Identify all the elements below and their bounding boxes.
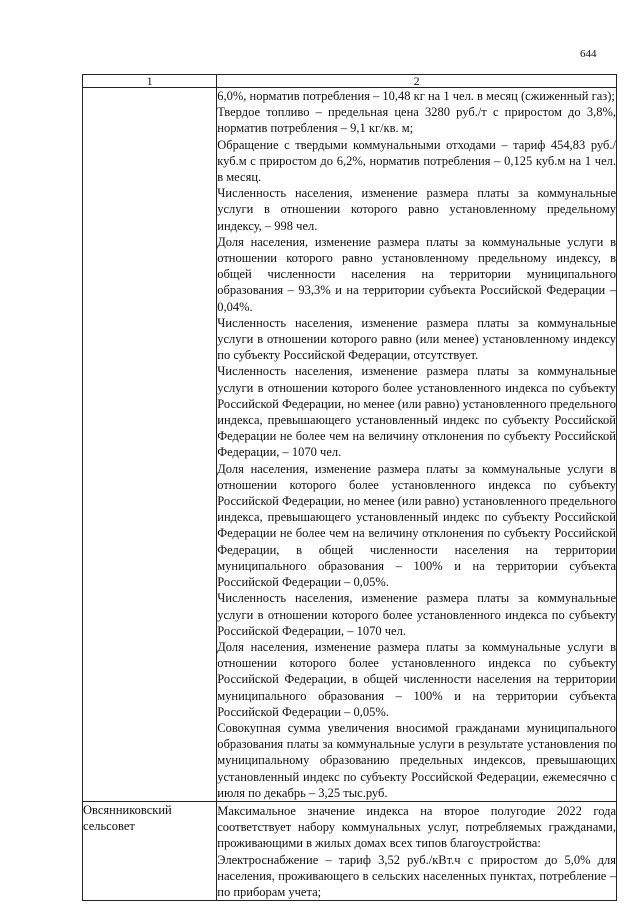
- paragraph: Доля населения, изменение размера платы за коммунальные услуги в отношении которого равно установленному предельному индексу, в общей численности населения на территории муниципального образования – 93,3% и на территории субъекта Российской Федерации – 0,04%.: [217, 234, 616, 314]
- municipality-cell: [83, 88, 217, 802]
- paragraph: Численность населения, изменение размера платы за коммунальные услуги в отношении которого более установленного индекса по субъекту Российской Федерации, – 1070 чел.: [217, 591, 616, 638]
- paragraph: Доля населения, изменение размера платы за коммунальные услуги в отношении которого более установленного индекса по субъекту Российской Федерации, но менее (или равно) установленного предельного индекса, превышающего установленный индекс по субъекту Российской Федерации не более чем на величину отклонения по субъекту Российской Федерации, в общей численности населения на территории муниципального образования – 100% и на территории субъекта Российской Федерации – 0,05%.: [217, 461, 616, 590]
- paragraph: Совокупная сумма увеличения вносимой гражданами муниципального образования платы за коммунальные услуги в результате установления по муниципальному образованию предельных индексов, превышающих установленный индекс по субъекту Российской Федерации, ежемесячно с июля по декабрь – 3,25 тыс.руб.: [217, 720, 616, 800]
- document-table: [82, 74, 617, 901]
- page-number: 644: [580, 48, 597, 60]
- table-row: [83, 88, 617, 802]
- description-cell: [217, 88, 617, 802]
- paragraph: Численность населения, изменение размера платы за коммунальные услуги в отношении которого более установленного индекса по субъекту Российской Федерации, но менее (или равно) установленного предельного индекса, превышающего установленный индекс по субъекту Российской Федерации не более чем на величину отклонения по субъекту Российской Федерации, – 1070 чел.: [217, 364, 616, 460]
- table-header-row: [83, 75, 617, 88]
- header-cell-2: 2: [217, 75, 617, 88]
- header-cell-1: 1: [83, 75, 217, 88]
- paragraph: Доля населения, изменение размера платы за коммунальные услуги в отношении которого более установленного индекса по субъекту Российской Федерации, в общей численности населения на территории муниципального образования – 100% и на территории субъекта Российской Федерации – 0,05%.: [217, 639, 616, 719]
- paragraph: Твердое топливо – предельная цена 3280 руб./т с приростом до 3,8%, норматив потребления – 9,1 кг/кв. м;: [217, 105, 616, 136]
- paragraph: 6,0%, норматив потребления – 10,48 кг на 1 чел. в месяц (сжиженный газ);: [217, 89, 615, 103]
- paragraph: Численность населения, изменение размера платы за коммунальные услуги в отношении которого равно установленному предельному индексу, – 998 чел.: [217, 186, 616, 233]
- municipality-cell: Овсянниковский сельсовет: [83, 801, 217, 900]
- table-row: [83, 801, 617, 900]
- paragraph: Максимальное значение индекса на второе полугодие 2022 года соответствует набору коммунальных услуг, потребляемых гражданами, проживающими в жилых домах всех типов благоустройства:: [217, 803, 616, 851]
- paragraph: Обращение с твердыми коммунальными отходами – тариф 454,83 руб./куб.м с приростом до 6,2%, норматив потребления – 0,125 куб.м на 1 чел. в месяц.: [217, 137, 616, 185]
- description-cell: [217, 801, 617, 900]
- paragraph: Электроснабжение – тариф 3,52 руб./кВт.ч с приростом до 5,0% для населения, проживающего в сельских населенных пунктах, потребление – по приборам учета;: [217, 852, 616, 899]
- paragraph: Численность населения, изменение размера платы за коммунальные услуги в отношении которого равно (или менее) установленному индексу по субъекту Российской Федерации, отсутствует.: [217, 315, 616, 363]
